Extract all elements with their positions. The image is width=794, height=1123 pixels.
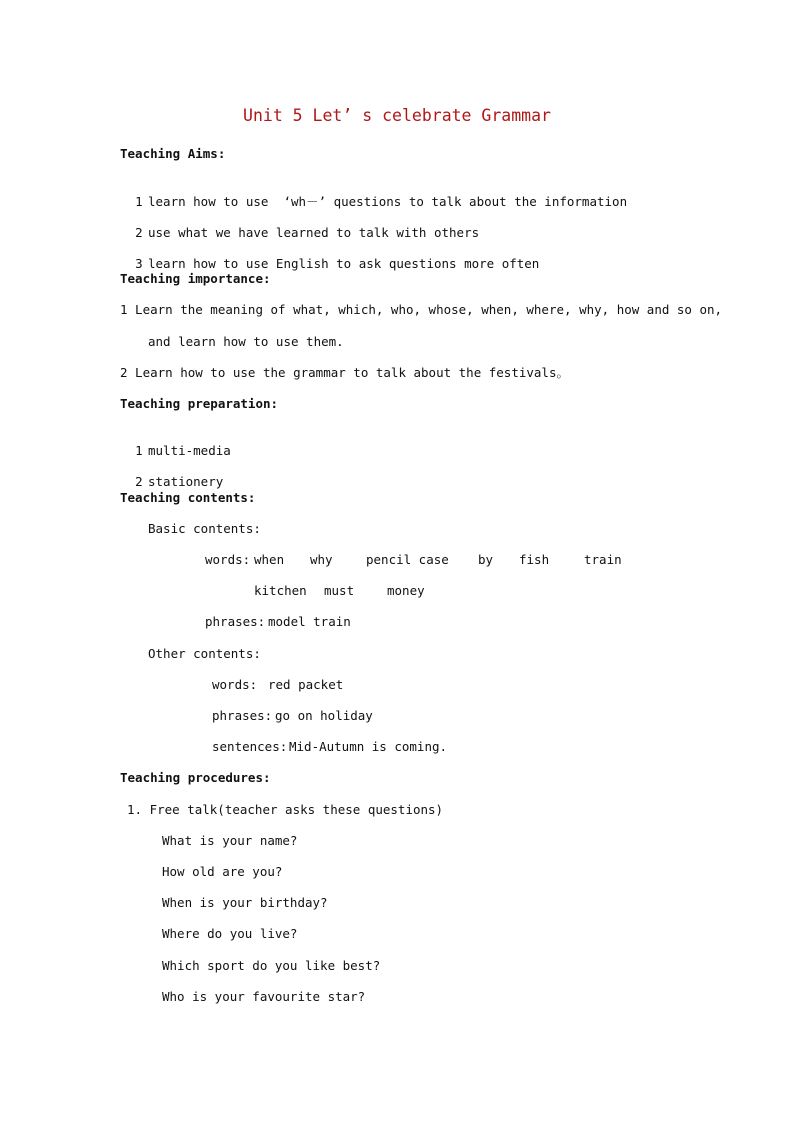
aims-item-3	[120, 240, 540, 272]
aims-item-2	[120, 209, 480, 241]
teaching-importance-heading: Teaching importance:	[120, 271, 271, 286]
word-item: fish	[519, 552, 550, 567]
word-item: must	[324, 583, 355, 598]
other-words: red packet	[268, 677, 344, 692]
aims-item-text: use what we have learned to talk with others	[148, 225, 480, 240]
word-item: pencil case	[366, 552, 449, 567]
word-item: by	[478, 552, 494, 567]
preparation-item-text: stationery	[148, 474, 224, 489]
preparation-item-1	[120, 427, 231, 459]
question-item: Who is your favourite star?	[162, 989, 366, 1004]
word-item: money	[387, 583, 425, 598]
aims-item-number: 1	[135, 194, 143, 209]
importance-item-1-line-2: and learn how to use them.	[148, 334, 344, 349]
other-sentences-label: sentences:	[212, 739, 288, 754]
preparation-item-number: 2	[135, 474, 143, 489]
other-phrases: go on holiday	[275, 708, 373, 723]
other-words-label: words:	[212, 677, 258, 692]
procedure-step-1: 1. Free talk(teacher asks these questions)	[127, 802, 444, 817]
teaching-contents-heading: Teaching contents:	[120, 490, 256, 505]
teaching-procedures-heading: Teaching procedures:	[120, 770, 271, 785]
document-title: Unit 5 Let’ s celebrate Grammar	[243, 106, 551, 125]
basic-phrases: model train	[268, 614, 351, 629]
word-item: train	[584, 552, 622, 567]
basic-words-label: words:	[205, 552, 251, 567]
other-phrases-label: phrases:	[212, 708, 273, 723]
aims-item-number: 3	[135, 256, 143, 271]
aims-item-text: learn how to use ‘wh－’ questions to talk about the information	[148, 194, 628, 209]
basic-phrases-label: phrases:	[205, 614, 266, 629]
preparation-item-text: multi-media	[148, 443, 231, 458]
word-item: kitchen	[254, 583, 307, 598]
other-sentences: Mid-Autumn is coming.	[289, 739, 448, 754]
question-item: Where do you live?	[162, 926, 298, 941]
other-contents-label: Other contents:	[148, 646, 261, 661]
preparation-item-number: 1	[135, 443, 143, 458]
question-item: When is your birthday?	[162, 895, 328, 910]
importance-item-2: 2 Learn how to use the grammar to talk about the festivals。	[120, 365, 569, 380]
preparation-item-2	[120, 458, 224, 490]
aims-item-number: 2	[135, 225, 143, 240]
question-item: Which sport do you like best?	[162, 958, 381, 973]
teaching-preparation-heading: Teaching preparation:	[120, 396, 279, 411]
aims-item-1	[120, 178, 628, 210]
word-item: when	[254, 552, 285, 567]
question-item: How old are you?	[162, 864, 283, 879]
aims-item-text: learn how to use English to ask questions more often	[148, 256, 540, 271]
importance-item-1-line-1: 1 Learn the meaning of what, which, who, whose, when, where, why, how and so on,	[120, 302, 723, 317]
basic-contents-label: Basic contents:	[148, 521, 261, 536]
teaching-aims-heading: Teaching Aims:	[120, 146, 226, 161]
question-item: What is your name?	[162, 833, 298, 848]
word-item: why	[310, 552, 333, 567]
